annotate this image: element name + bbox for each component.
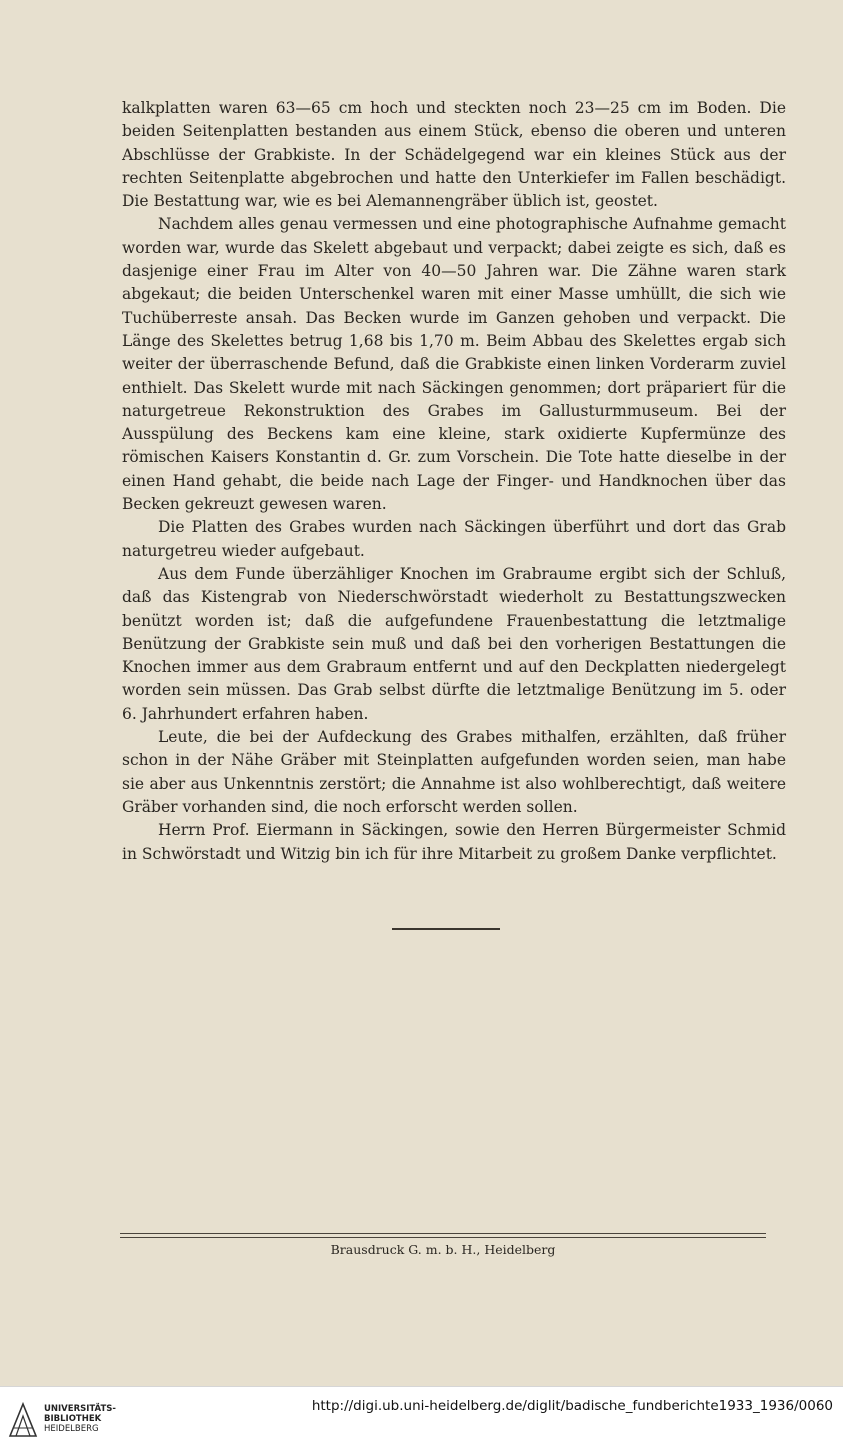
library-name xyxy=(44,1404,116,1434)
library-name-line: BIBLIOTHEK xyxy=(44,1414,102,1424)
paragraph: Die Platten des Grabes wurden nach Säckingen überführt und dort das Grab naturgetreu wieder aufgebaut. xyxy=(122,518,786,560)
university-library-logo-icon xyxy=(8,1402,38,1438)
library-name-line: UNIVERSITÄTS- xyxy=(44,1404,116,1414)
paragraph: kalkplatten waren 63—65 cm hoch und steckten noch 23—25 cm im Boden. Die beiden Seitenplatten bestanden aus einem Stück, ebenso die oberen und unteren Abschlüsse der Grabkiste. In der Schädelgegend war ein kleines Stück aus der rechten Seitenplatte abgebrochen und hatte den Unterkiefer im Fallen beschädigt. Die Bestattung war, wie es bei Alemannengräber üblich ist, geostet. xyxy=(122,99,786,211)
paragraph: Leute, die bei der Aufdeckung des Grabes mithalfen, erzählten, daß früher schon in der Nähe Gräber mit Steinplatten aufgefunden worden seien, man habe sie aber aus Unkenntnis zerstört; die Annahme ist also wohlberechtigt, daß weitere Gräber vorhanden sind, die noch erforscht werden sollen. xyxy=(122,728,786,816)
paragraph: Nachdem alles genau vermessen und eine photographische Aufnahme gemacht worden war, wurde das Skelett abgebaut und verpackt; dabei zeigte es sich, daß es dasjenige einer Frau im Alter von 40—50 Jahren war. Die Zähne waren stark abgekaut; die beiden Unterschenkel waren mit einer Masse umhüllt, die sich wie Tuchüberreste ansah. Das Becken wurde im Ganzen gehoben und verpackt. Die Länge des Skelettes betrug 1,68 bis 1,70 m. Beim Abbau des Skelettes ergab sich weiter der überraschende Befund, daß die Grabkiste einen linken Vorderarm zuviel enthielt. Das Skelett wurde mit nach Säckingen genommen; dort präpariert für die naturgetreue Rekonstruktion des Grabes im Gallusturmmuseum. Bei der Ausspülung des Beckens kam eine kleine, stark oxidierte Kupfermünze des römischen Kaisers Konstantin d. Gr. zum Vorschein. Die Tote hatte dieselbe in der einen Hand gehabt, die beide nach Lage der Finger- und Handknochen über das Becken gekreuzt gewesen waren. xyxy=(122,215,786,514)
library-name-line: HEIDELBERG xyxy=(44,1424,99,1434)
paragraph: Herrn Prof. Eiermann in Säckingen, sowie den Herren Bürgermeister Schmid in Schwörstadt und Witzig bin ich für ihre Mitarbeit zu großem Danke verpflichtet. xyxy=(122,821,786,863)
footer-rule xyxy=(120,1233,766,1234)
paragraph: Aus dem Funde überzähliger Knochen im Grabraume ergibt sich der Schluß, daß das Kistengrab von Niederschwörstadt wiederholt zu Bestattungszwecken benützt worden ist; daß die aufgefundene Frauenbestattung die letztmalige Benützung der Grabkiste sein muß und daß bei den vorherigen Bestattungen die Knochen immer aus dem Grabraum entfernt und auf den Deckplatten niedergelegt worden sein müssen. Das Grab selbst dürfte die letztmalige Benützung im 5. oder 6. Jahrhundert erfahren haben. xyxy=(122,564,786,723)
source-url-link[interactable]: http://digi.ub.uni-heidelberg.de/diglit/badische_fundberichte1933_1936/0060 xyxy=(311,1398,833,1414)
end-ornament-rule xyxy=(392,928,500,930)
viewer-footer-bar xyxy=(0,1386,843,1450)
body-text xyxy=(122,97,786,866)
printer-imprint: Brausdruck G. m. b. H., Heidelberg xyxy=(330,1242,556,1257)
